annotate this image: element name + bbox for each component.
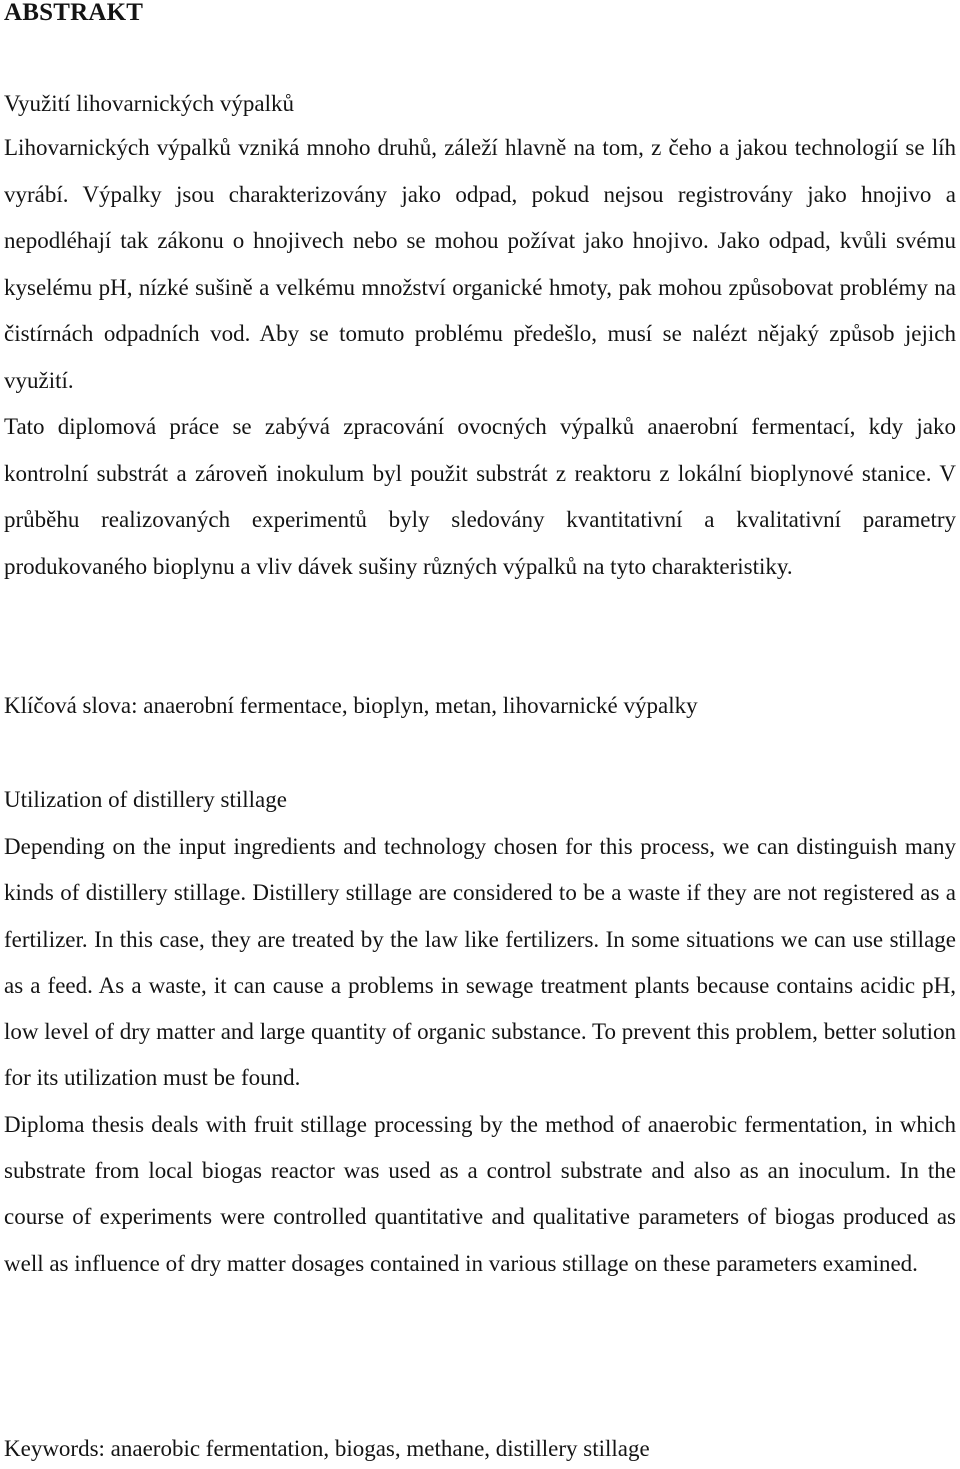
czech-title: Využití lihovarnických výpalků xyxy=(4,91,294,116)
czech-paragraph-1: Lihovarnických výpalků vzniká mnoho druhů, záleží hlavně na tom, z čeho a jakou technologií se líh vyrábí. Výpalky jsou charakterizovány jako odpad, pokud nejsou registrovány jako hnojivo a nepodléhají tak zákonu o hnojivech nebo se mohou požívat jako hnojivo. Jako odpad, kvůli svému kyselému pH, nízké sušině a velkému množství organické hmoty, pak mohou způsobovat problémy na čistírnách odpadních vod. Aby se tomuto problému předešlo, musí se nalézt nějaký způsob jejich využití. xyxy=(4,135,956,393)
english-paragraph-2: Diploma thesis deals with fruit stillage processing by the method of anaerobic fermentation, in which substrate from local biogas reactor was used as a control substrate and also as an inoculum. In the course of experiments were controlled quantitative and qualitative parameters of biogas produced as well as influence of dry matter dosages contained in various stillage on these parameters examined. xyxy=(4,1111,956,1276)
english-title: Utilization of distillery stillage xyxy=(4,787,287,812)
czech-abstract-body xyxy=(4,125,956,590)
english-paragraph-1: Depending on the input ingredients and technology chosen for this process, we can distinguish many kinds of distillery stillage. Distillery stillage are considered to be a waste if they are not registered as a fertilizer. In this case, they are treated by the law like fertilizers. In some situations we can use stillage as a feed. As a waste, it can cause a problems in sewage treatment plants because contains acidic pH, low level of dry matter and large quantity of organic substance. To prevent this problem, better solution for its utilization must be found. xyxy=(4,834,956,1091)
english-abstract-body xyxy=(4,824,956,1287)
czech-paragraph-2: Tato diplomová práce se zabývá zpracování ovocných výpalků anaerobní fermentací, kdy jako kontrolní substrát a zároveň inokulum byl použit substrát z reaktoru z lokální bioplynové stanice. V průběhu realizovaných experimentů byly sledovány kvantitativní a kvalitativní parametry produkovaného bioplynu a vliv dávek sušiny různých výpalků na tyto charakteristiky. xyxy=(4,414,956,579)
czech-keywords: Klíčová slova: anaerobní fermentace, bioplyn, metan, lihovarnické výpalky xyxy=(4,693,698,718)
english-keywords: Keywords: anaerobic fermentation, biogas, methane, distillery stillage xyxy=(4,1436,650,1461)
abstract-heading: ABSTRAKT xyxy=(4,0,144,26)
